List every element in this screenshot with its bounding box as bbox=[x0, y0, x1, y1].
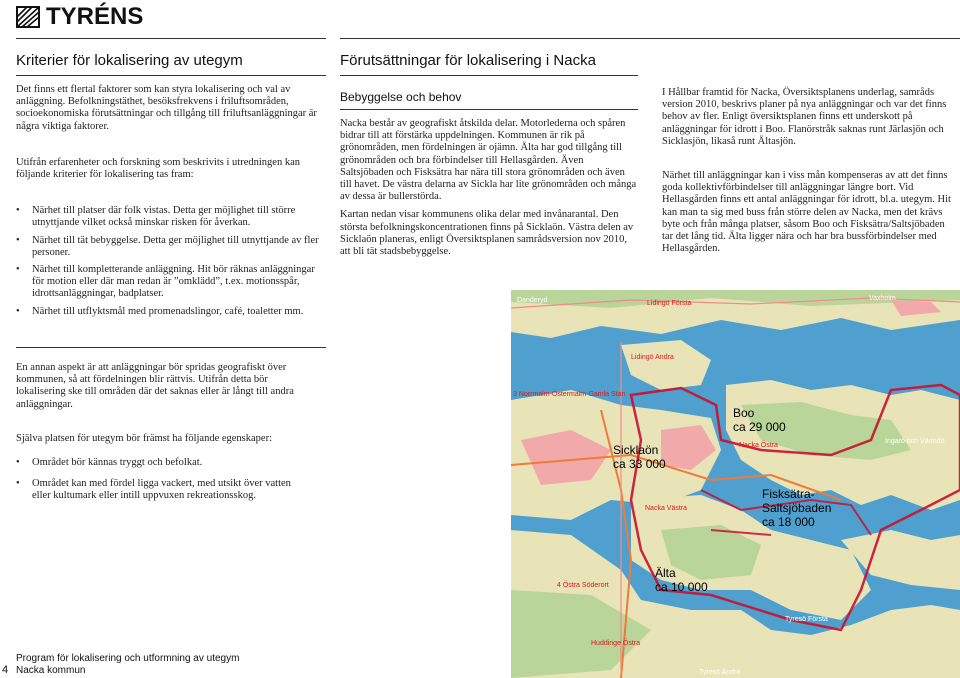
map-label-lidingo-forsta: Lidingö Första bbox=[647, 300, 692, 307]
map-label-danderyd: Danderyd bbox=[517, 297, 548, 304]
middle-paragraph-2: Kartan nedan visar kommunens olika delar med invånarantal. Den största befolkningskoncentrationen finns på Sicklaön. Västra delen av Sicklaön planeras, enligt Översiktsplanen samrådsversion nov 2010, att bli tät stadsbebyggelse. bbox=[340, 209, 634, 258]
criteria-item: • Närhet till platser där folk vistas. Detta ger möjlighet till större utnyttjande vilket också minskar risken för åverkan. bbox=[16, 205, 326, 229]
footer-line-1: Program för lokalisering och utformning av utegym bbox=[16, 653, 240, 664]
left-section-title: Kriterier för lokalisering av utegym bbox=[16, 52, 243, 69]
properties-item: • Området bör kännas tryggt och befolkat. bbox=[16, 457, 306, 469]
area-fisksatra-population: ca 18 000 bbox=[762, 515, 815, 529]
criteria-item: • Närhet till tät bebyggelse. Detta ger möjlighet till utnyttjande av fler personer. bbox=[16, 235, 326, 259]
map-label-nacka-ostra: Nacka Östra bbox=[739, 442, 778, 449]
area-boo bbox=[733, 406, 786, 434]
area-alta-name: Älta bbox=[655, 566, 676, 580]
logo-mark-icon bbox=[16, 6, 40, 28]
area-boo-name: Boo bbox=[733, 406, 755, 420]
map-label-vaxholm: Vaxholm bbox=[869, 295, 896, 302]
area-fisksatra bbox=[762, 487, 831, 529]
map-label-ostra-soderort: 4 Östra Söderort bbox=[557, 582, 609, 589]
left-intro-paragraph: Det finns ett flertal faktorer som kan styra lokalisering och val av anläggning. Befolkningstäthet, besöksfrekvens i friluftsområden, socioekonomiska förutsättningar och tillgång till friluftsanläggningar är några viktiga faktorer. bbox=[16, 84, 317, 132]
footer bbox=[16, 653, 316, 677]
tyrens-logo bbox=[16, 5, 151, 29]
spread-paragraph: En annan aspekt är att anläggningar bör spridas geografiskt över kommunen, så att fördelningen blir rättvis. Utifrån detta bör lokalisering ske till områden där det saknas eller är långt till andra anläggningar. bbox=[16, 362, 294, 410]
left-title-rule bbox=[16, 75, 326, 76]
left-mid-rule bbox=[16, 347, 326, 348]
area-boo-population: ca 29 000 bbox=[733, 420, 786, 434]
map-label-tyreso-andra: Tyresö Andra bbox=[699, 669, 741, 676]
area-alta-population: ca 10 000 bbox=[655, 580, 708, 594]
properties-item: • Området kan med fördel ligga vackert, med utsikt över vatten eller kultumark eller intill uppvuxen rekreationsskog. bbox=[16, 478, 306, 502]
criteria-list bbox=[16, 205, 326, 318]
header-rule-right bbox=[340, 38, 960, 39]
map-label-tyreso-forsta: Tyresö Första bbox=[785, 616, 828, 623]
brand-name: TYRÉNS bbox=[46, 3, 144, 30]
middle-section-title: Förutsättningar för lokalisering i Nacka bbox=[340, 52, 596, 69]
middle-column bbox=[340, 52, 638, 258]
area-sicklaon-population: ca 33 000 bbox=[613, 457, 666, 471]
map-label-nacka-vastra: Nacka Västra bbox=[645, 505, 688, 512]
area-fisksatra-name-1: Fisksätra- bbox=[762, 487, 815, 501]
map-graphic bbox=[511, 290, 960, 678]
area-alta bbox=[655, 566, 708, 594]
properties-list bbox=[16, 457, 306, 503]
left-lead-paragraph: Utifrån erfarenheter och forskning som beskrivits i utredningen kan följande kriterier för lokalisering tas fram: bbox=[16, 156, 300, 181]
left-lower-column bbox=[16, 362, 306, 503]
right-paragraph-1: I Hållbar framtid för Nacka, Översiktsplanens underlag, samråds version 2010, beskrivs planer på nya anläggningar och var det finns behov av fler. Enligt översiktsplanen finns ett underskott på anläggningar för idrott i Boo. Flanörstråk saknas runt Järlasjön och Sicklasjön, likaså runt Ältasjön. bbox=[662, 87, 947, 147]
left-column bbox=[16, 52, 326, 318]
middle-paragraph-1: Nacka består av geografiskt åtskilda delar. Motorlederna och spåren bidrar till att förstärka uppdelningen. Kommunen är rik på grönområden, men fördelningen är ojämn. Älta har god tillgång till grönområden och bra förbindelser till Hellasgården. Även Saltsjöbaden och Fisksätra har nära till stora grönområden och även till havet. De västra delarna av Sickla har lite grönområden och många av dessa är bullerstörda. bbox=[340, 118, 637, 203]
properties-lead: Själva platsen för utegym bör främst ha följande egenskaper: bbox=[16, 432, 272, 444]
map-label-ingaro: Ingarö och Värmdö bbox=[885, 438, 945, 445]
area-sicklaon bbox=[613, 443, 666, 471]
header-rule-left bbox=[16, 38, 326, 39]
right-column bbox=[662, 87, 954, 255]
area-sicklaon-name: Sicklaön bbox=[613, 443, 659, 457]
middle-subtitle-rule bbox=[340, 109, 638, 110]
criteria-item: • Närhet till utflyktsmål med promenadslingor, café, toaletter mm. bbox=[16, 306, 326, 318]
right-paragraph-2: Närhet till anläggningar kan i viss mån kompenseras av att det finns goda kollektivförbindelser till anläggningar längre bort. Vid Hellasgården finns ett antal anläggningar för idrott, bl.a. utegym. Hit kan man ta sig med buss från större delen av Nacka, men det krävs byte och från många platser, såsom Boo och Fisksätra/Saltsjöbaden tar det lång tid. Älta ligger nära och har bra bussförbindelser med Hellasgården. bbox=[662, 170, 951, 255]
middle-subtitle: Bebyggelse och behov bbox=[340, 90, 462, 104]
map-label-ostermalm: 3 Norrmalm-Östermalm-Gamla Stan bbox=[513, 391, 626, 398]
map-label-huddinge: Huddinge Östra bbox=[591, 640, 641, 647]
criteria-item: • Närhet till kompletterande anläggning. Hit bör räknas anläggningar för motion eller där man redan är ”omklädd”, t.ex. motionsspår, idrottsanläggningar, badplatser. bbox=[16, 264, 326, 301]
page-number: 4 bbox=[2, 664, 9, 676]
footer-line-2: Nacka kommun bbox=[16, 665, 86, 676]
area-fisksatra-name-2: Saltsjöbaden bbox=[762, 501, 832, 515]
nacka-map bbox=[511, 290, 960, 678]
middle-title-rule bbox=[340, 75, 638, 76]
map-label-lidingo-andra: Lidingö Andra bbox=[631, 354, 674, 361]
